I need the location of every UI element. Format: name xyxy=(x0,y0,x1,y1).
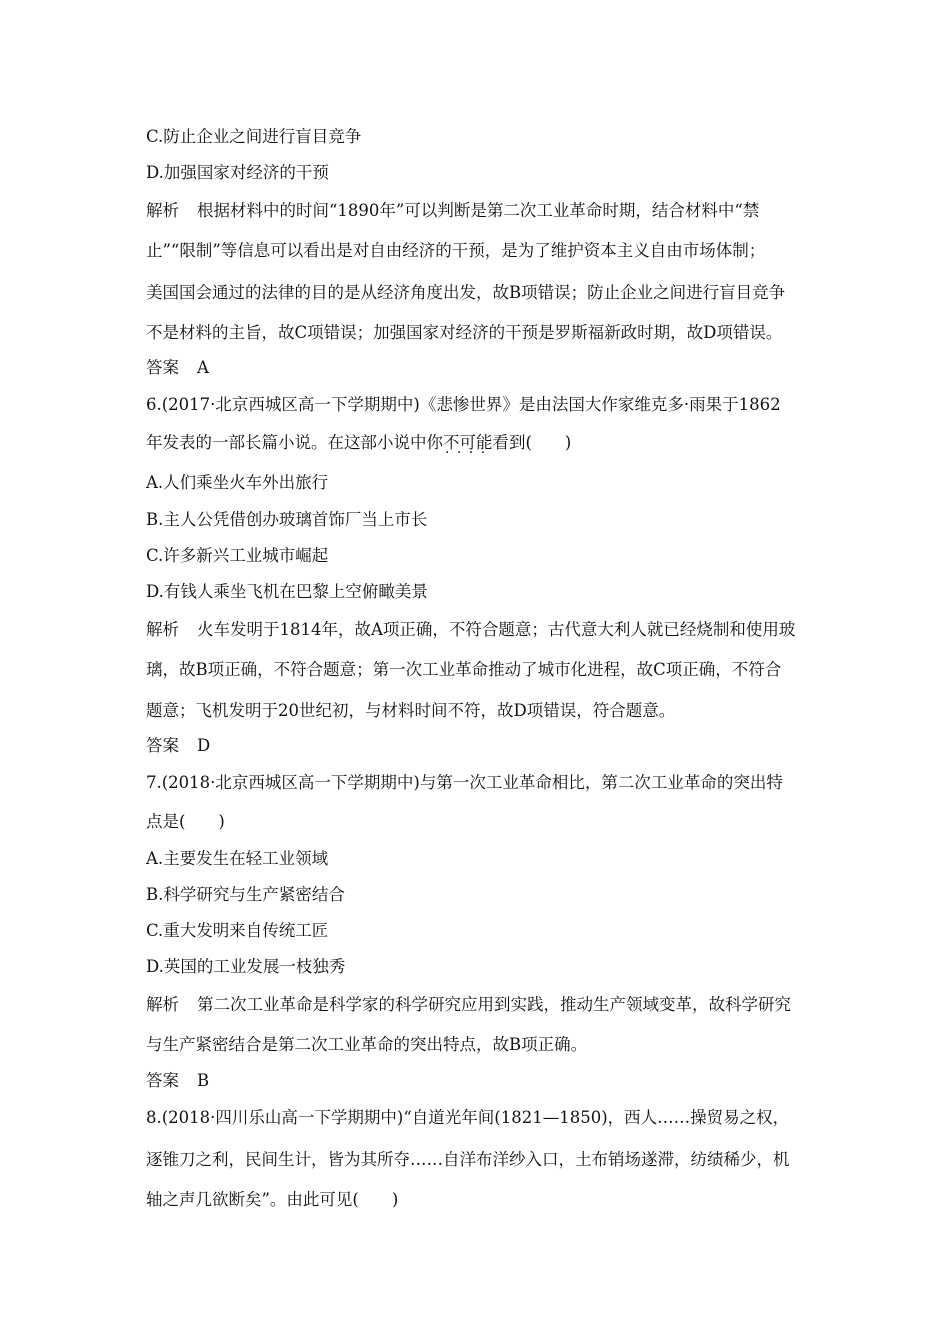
q7-analysis-line-1 xyxy=(146,995,791,1015)
answer-label: 答案 xyxy=(146,736,179,755)
q5-analysis-line-3: 美国国会通过的法律的目的是从经济角度出发，故B项错误；防止企业之间进行盲目竞争 xyxy=(146,283,786,302)
q7-stem-line-1: 7.(2018·北京西城区高一下学期期中)与第一次工业革命相比，第二次工业革命的突出特 xyxy=(146,773,783,792)
q6-option-b: B.主人公凭借创办玻璃首饰厂当上市长 xyxy=(146,510,428,529)
q7-option-d: D.英国的工业发展一枝独秀 xyxy=(146,957,346,976)
analysis-label: 解析 xyxy=(146,201,179,220)
q6-stem-text-a: 年发表的一部长篇小说。在这部小说中你 xyxy=(146,433,443,452)
q8-stem-line-2: 逐锥刀之利，民间生计，皆为其所夺……自洋布洋纱入口，土布销场遂滞，纺绩稀少，机 xyxy=(146,1150,790,1169)
analysis-text: 第二次工业革命是科学家的科学研究应用到实践，推动生产领域变革，故科学研究 xyxy=(197,995,791,1014)
q6-stem-line-2 xyxy=(146,433,571,453)
answer-value: B xyxy=(197,1071,210,1090)
analysis-text: 根据材料中的时间“1890年”可以判断是第二次工业革命时期，结合材料中“禁 xyxy=(197,201,760,220)
q7-option-a: A.主要发生在轻工业领域 xyxy=(146,849,329,868)
q5-analysis-line-4: 不是材料的主旨，故C项错误；加强国家对经济的干预是罗斯福新政时期，故D项错误。 xyxy=(146,323,783,342)
q5-analysis-line-1 xyxy=(146,201,759,221)
q6-analysis-line-1 xyxy=(146,620,795,640)
q8-stem-line-1: 8.(2018·四川乐山高一下学期期中)“自道光年间(1821—1850)，西人……操贸易之权， xyxy=(146,1108,790,1127)
q6-option-c: C.许多新兴工业城市崛起 xyxy=(146,546,329,565)
q5-answer xyxy=(146,358,209,378)
q6-analysis-line-2: 璃，故B项正确，不符合题意；第一次工业革命推动了城市化进程，故C项正确，不符合 xyxy=(146,660,782,679)
q7-analysis-line-2: 与生产紧密结合是第二次工业革命的突出特点，故B项正确。 xyxy=(146,1035,588,1054)
q6-analysis-line-3: 题意；飞机发明于20世纪初，与材料时间不符，故D项错误，符合题意。 xyxy=(146,701,676,720)
answer-label: 答案 xyxy=(146,1071,179,1090)
answer-value: A xyxy=(197,358,209,377)
q5-option-d: D.加强国家对经济的干预 xyxy=(146,163,329,182)
q5-option-c: C.防止企业之间进行盲目竞争 xyxy=(146,127,362,146)
emphasis-dots: 不可能 · · · · xyxy=(443,433,493,453)
answer-value: D xyxy=(197,736,211,755)
q6-stem-line-1: 6.(2017·北京西城区高一下学期期中)《悲惨世界》是由法国大作家维克多·雨果于1862 xyxy=(146,395,781,414)
q6-answer xyxy=(146,736,210,756)
q6-option-a: A.人们乘坐火车外出旅行 xyxy=(146,473,329,492)
q7-option-c: C.重大发明来自传统工匠 xyxy=(146,921,329,940)
answer-label: 答案 xyxy=(146,358,179,377)
analysis-label: 解析 xyxy=(146,995,179,1014)
q5-analysis-line-2: 止”“限制”等信息可以看出是对自由经济的干预，是为了维护资本主义自由市场体制； xyxy=(146,241,766,260)
q7-stem-line-2: 点是( ) xyxy=(146,812,225,831)
q7-option-b: B.科学研究与生产紧密结合 xyxy=(146,885,345,904)
q7-answer xyxy=(146,1071,209,1091)
q6-stem-text-c: 看到( ) xyxy=(492,433,572,452)
analysis-text: 火车发明于1814年，故A项正确，不符合题意；古代意大利人就已经烧制和使用玻 xyxy=(197,620,796,639)
analysis-label: 解析 xyxy=(146,620,179,639)
q8-stem-line-3: 轴之声几欲断矣”。由此可见( ) xyxy=(146,1190,399,1209)
q6-option-d: D.有钱人乘坐飞机在巴黎上空俯瞰美景 xyxy=(146,582,428,601)
